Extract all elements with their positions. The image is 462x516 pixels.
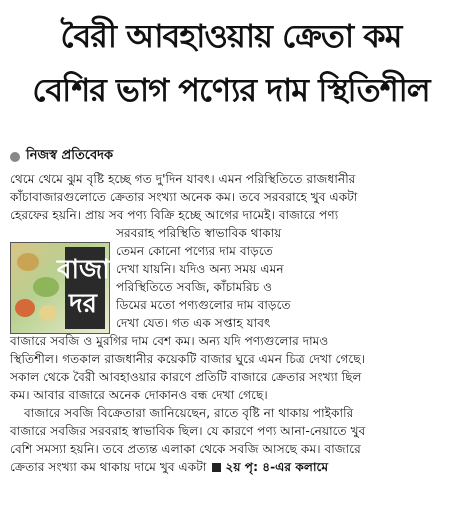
bullet-icon [10, 152, 20, 162]
headline-line-2: বেশির ভাগ পণ্যের দাম স্থিতিশীল [32, 71, 430, 109]
body-line: তেমন কোনো পণ্যের দাম বাড়তে [116, 244, 273, 258]
body-line-text: ক্রেতার সংখ্যা কম থাকায় দামে খুব একটা [10, 460, 207, 474]
body-line: থেমে থেমে ঝুম বৃষ্টি হচ্ছে গত দু'দিন যাবৎ। এমন পরিস্থিতিতে রাজধানীর [10, 172, 356, 186]
body-line: ডিমের মতো পণ্যগুলোর দাম বাড়তে [116, 298, 291, 312]
byline [10, 146, 113, 167]
bazar-dor-logo [10, 242, 125, 334]
body-line: দেখা যায়নি। যদিও অন্য সময় এমন [116, 262, 284, 276]
headline-line-1: বৈরী আবহাওয়ায় ক্রেতা কম [60, 17, 402, 55]
body-line: পরিস্থিতিতে সবজি, কাঁচামরিচ ও [116, 280, 273, 294]
body-line-last [10, 458, 450, 476]
body-line: বাজারে সবজি ও মুরগির দাম বেশ কম। অন্য যদি পণ্যগুলোর দামও [10, 334, 329, 348]
body-line: সরবরাহ পরিস্থিতি স্বাভাবিক থাকায় [116, 226, 282, 240]
body-line: হেরফের হয়নি। প্রায় সব পণ্য বিক্রি হচ্ছে আগের দামেই। বাজারে পণ্য [10, 208, 339, 222]
body-line: স্থিতিশীল। গতকাল রাজধানীর কয়েকটি বাজার ঘুরে এমন চিত্র দেখা গেছে। [10, 352, 366, 366]
continuation-note: ২য় পৃ: ৪-এর কলামে [225, 460, 329, 474]
body-line: বাজারে সবজি বিক্রেতারা জানিয়েছেন, রাতে বৃষ্টি না থাকায় পাইকারি [24, 406, 354, 420]
body-line: দেখা যেত। গত এক সপ্তাহ যাবৎ [116, 316, 271, 330]
body-line: বাজারে সবজির সরবরাহ স্বাভাবিক ছিল। যে কারণে পণ্য আনা-নেয়াতে খুব [10, 424, 366, 438]
body-line: সকাল থেকে বৈরী আবহাওয়ার কারণে প্রতিটি বাজারে ক্রেতার সংখ্যা ছিল [10, 370, 362, 384]
byline-text: নিজস্ব প্রতিবেদক [26, 148, 114, 163]
end-square-icon [212, 463, 221, 472]
body-line: বেশি সমস্যা হয়নি। তবে প্রত্যন্ত এলাকা থেকে সবজি আসছে কম। বাজারে [10, 442, 361, 456]
body-line: কম। আবার বাজারে অনেক দোকানও বন্ধ দেখা গেছে। [10, 388, 268, 402]
body-line: কাঁচাবাজারগুলোতে ক্রেতার সংখ্যা অনেক কম। তবে সরবরাহে খুব একটা [10, 190, 358, 204]
logo-word-1: বাজার [57, 255, 125, 285]
logo-word-2: দর [69, 289, 97, 319]
